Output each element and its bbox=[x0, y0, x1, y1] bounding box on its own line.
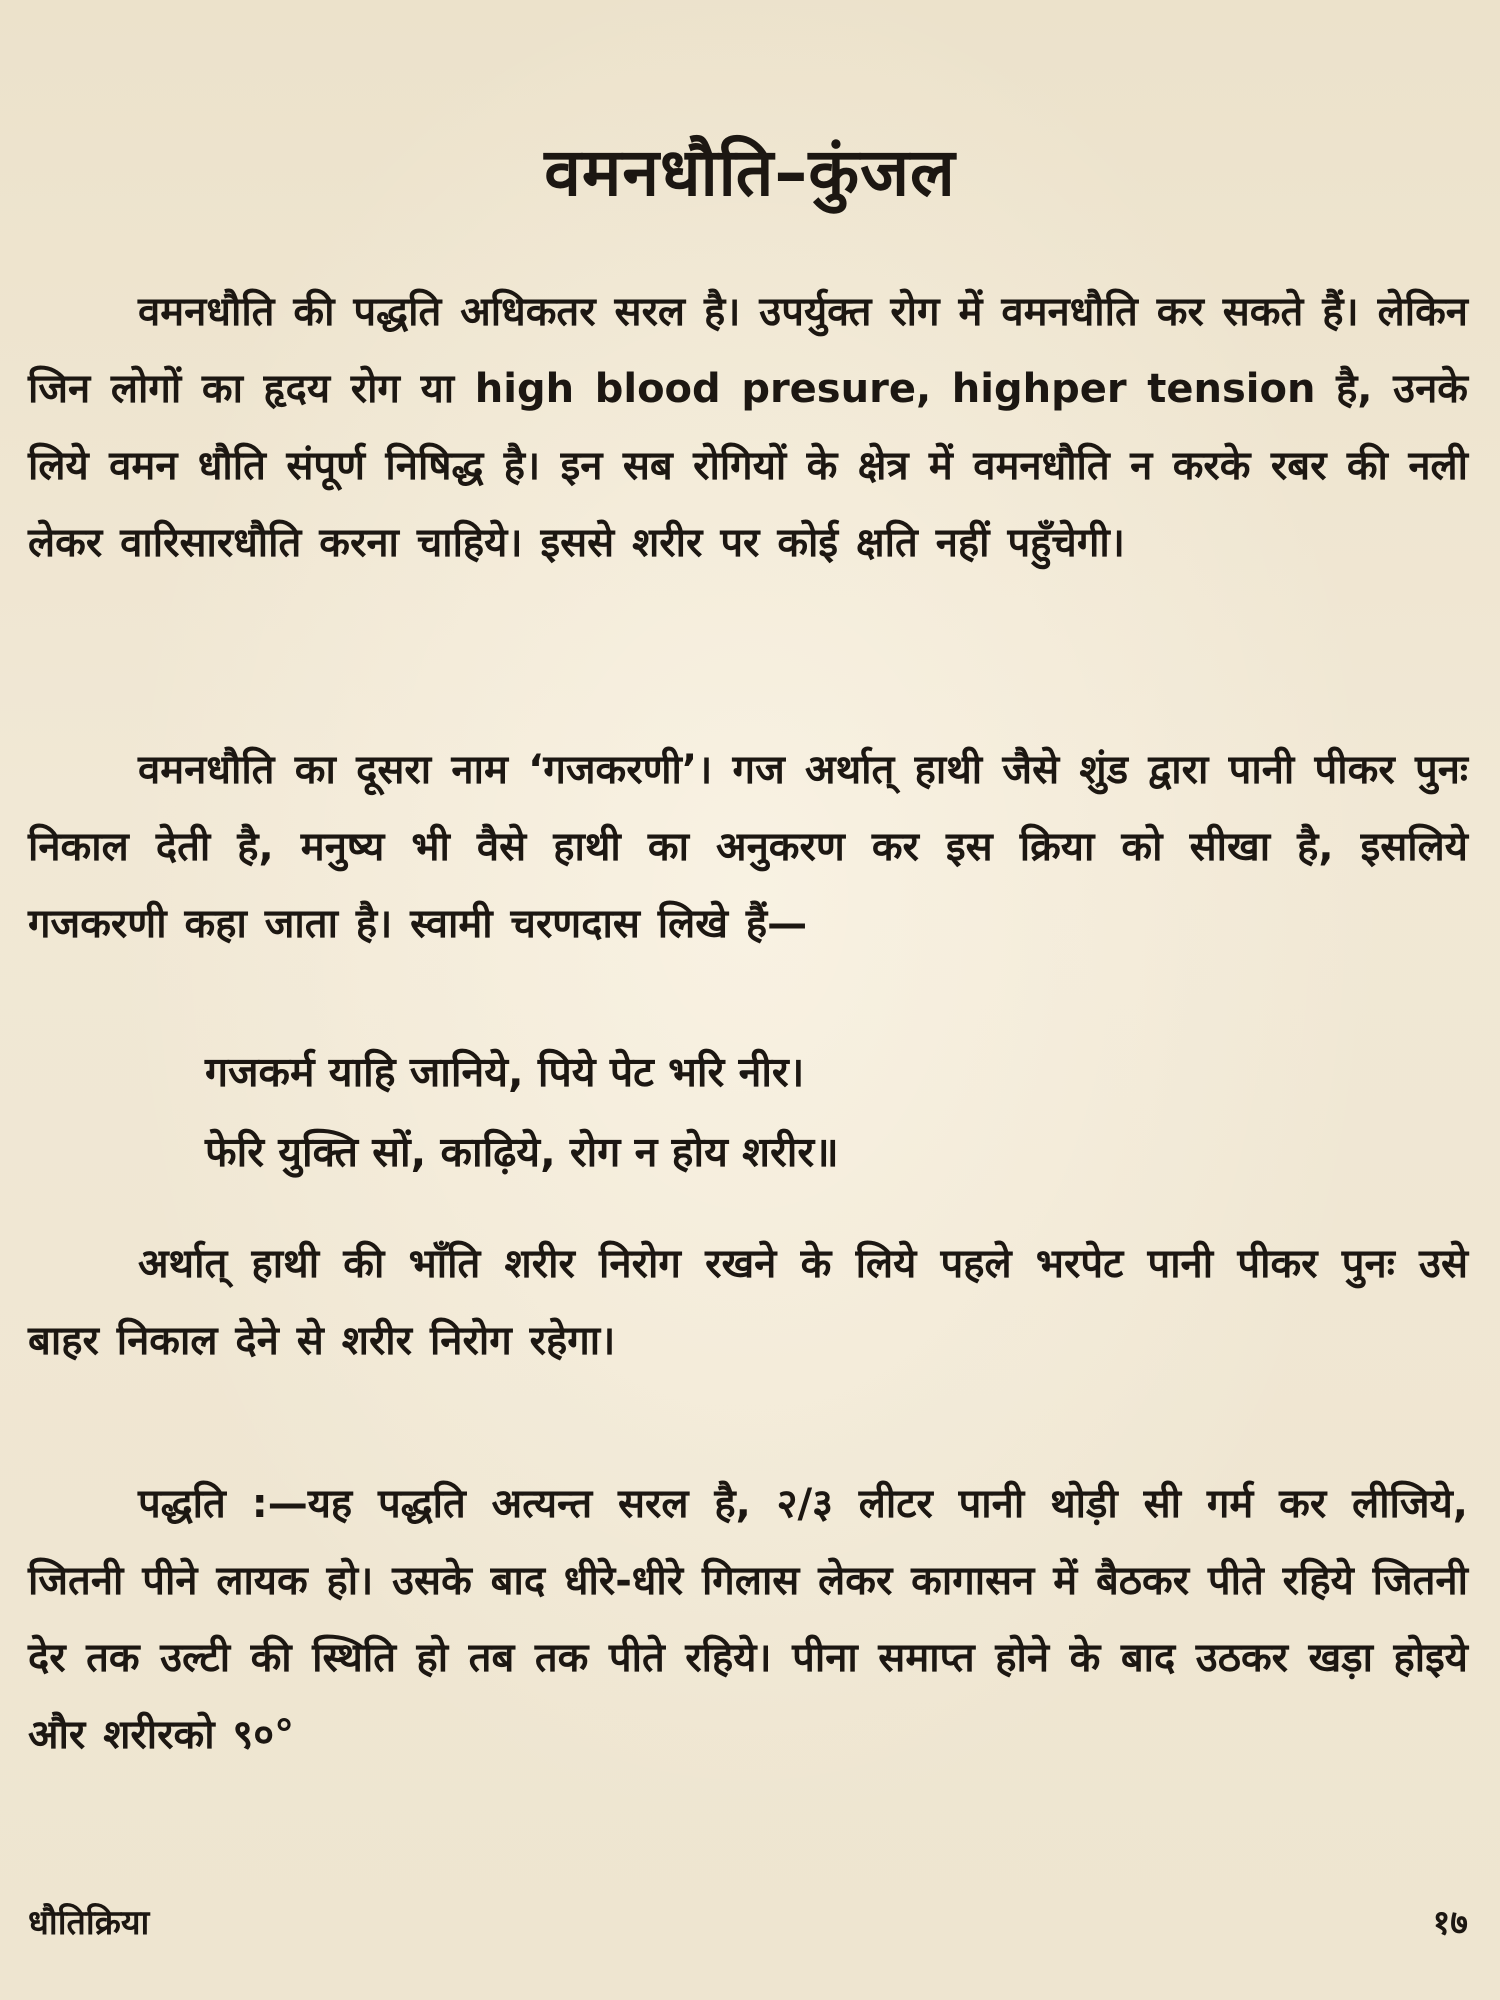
paragraph: पद्धति :—यह पद्धति अत्यन्त सरल है, २/३ लीटर पानी थोड़ी सी गर्म कर लीजिये, जितनी पीने लायक हो। उसके बाद धीरे-धीरे गिलास लेकर कागासन में बैठकर पीते रहिये जितनी देर तक उल्टी की स्थिति हो तब तक पीते रहिये। पीना समाप्त होने के बाद उठकर खड़ा होइये और शरीरको ९०° bbox=[28, 1481, 1468, 1758]
footer-section-title: धौतिक्रिया bbox=[28, 1903, 150, 1943]
verse-line-text: गजकर्म याहि जानिये, पिये पेट भरि नीर। bbox=[205, 1048, 805, 1096]
paragraph: वमनधौति का दूसरा नाम ‘गजकरणी’। गज अर्थात् हाथी जैसे शुंड द्वारा पानी पीकर पुनः निकाल देती है, मनुष्य भी वैसे हाथी का अनुकरण कर इस क्रिया को सीखा है, इसलिये गजकरणी कहा जाता है। स्वामी चरणदास लिखे हैं— bbox=[28, 747, 1468, 947]
paragraph: अर्थात् हाथी की भाँति शरीर निरोग रखने के लिये पहले भरपेट पानी पीकर पुनः उसे बाहर निकाल देने से शरीर निरोग रहेगा। bbox=[28, 1241, 1468, 1364]
verse-line-text: फेरि युक्ति सों, काढ़िये, रोग न होय शरीर॥ bbox=[205, 1128, 839, 1176]
page-number: १७ bbox=[1432, 1903, 1468, 1943]
paragraph: वमनधौति की पद्धति अधिकतर सरल है। उपर्युक्त रोग में वमनधौति कर सकते हैं। लेकिन जिन लोगों का हृदय रोग या high blood presure, highper tension है, उनके लिये वमन धौति संपूर्ण निषिद्ध है। इन सब रोगियों के क्षेत्र में वमनधौति न करके रबर की नली लेकर वारिसारधौति करना चाहिये। इससे शरीर पर कोई क्षति नहीं पहुँचेगी। bbox=[28, 289, 1468, 566]
page-title: वमनधौति–कुंजल bbox=[544, 134, 956, 211]
